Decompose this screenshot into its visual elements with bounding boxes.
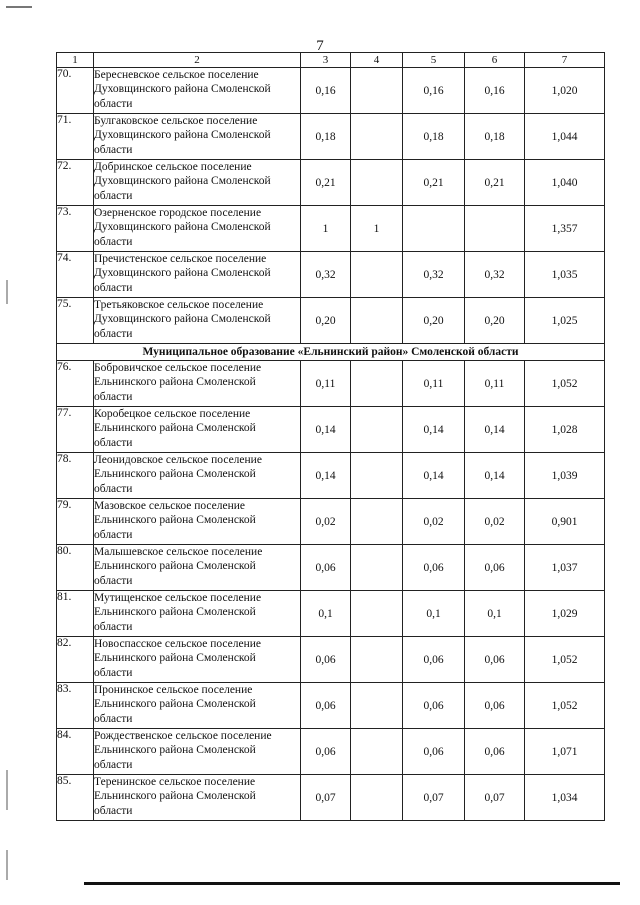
value-cell-c7: 1,020 [525,68,605,114]
table-row [57,499,605,545]
settlement-name [94,298,301,344]
settlement-name-line: Ельнинского района Смоленской [94,468,256,481]
value-cell-c3: 0,06 [301,545,351,591]
value-cell-c6: 0,21 [465,160,525,206]
table-row [57,591,605,637]
value-cell-c5: 0,20 [403,298,465,344]
settlement-name-line: Ельнинского района Смоленской [94,790,256,803]
row-number: 78. [57,453,94,499]
value-cell-c3: 0,20 [301,298,351,344]
value-cell-c6: 0,1 [465,591,525,637]
value-cell-c6: 0,02 [465,499,525,545]
table-row [57,114,605,160]
header-cell: 5 [403,53,465,68]
value-cell-c7: 1,071 [525,729,605,775]
settlement-name-line: Леонидовское сельское поселение [94,454,262,466]
value-cell-c4 [351,453,403,499]
value-cell-c4 [351,160,403,206]
settlement-name [94,407,301,453]
margin-mark [6,770,8,810]
row-number: 84. [57,729,94,775]
value-cell-c7: 1,040 [525,160,605,206]
row-number: 70. [57,68,94,114]
value-cell-c6: 0,18 [465,114,525,160]
value-cell-c4 [351,683,403,729]
value-cell-c5: 0,06 [403,545,465,591]
value-cell-c3: 0,1 [301,591,351,637]
value-cell-c6: 0,20 [465,298,525,344]
value-cell-c7: 1,034 [525,775,605,821]
settlement-name-line: области [94,97,133,110]
value-cell-c4 [351,637,403,683]
value-cell-c4 [351,775,403,821]
settlement-name-line: Духовщинского района Смоленской [94,175,271,188]
value-cell-c5: 0,06 [403,683,465,729]
value-cell-c7: 1,357 [525,206,605,252]
value-cell-c7: 1,044 [525,114,605,160]
settlement-name [94,499,301,545]
header-cell: 4 [351,53,403,68]
value-cell-c4 [351,729,403,775]
settlement-name-line: Духовщинского района Смоленской [94,221,271,234]
value-cell-c3: 0,07 [301,775,351,821]
value-cell-c5: 0,18 [403,114,465,160]
table-row [57,252,605,298]
value-cell-c4 [351,545,403,591]
value-cell-c5: 0,11 [403,361,465,407]
value-cell-c5: 0,06 [403,729,465,775]
row-number: 72. [57,160,94,206]
row-number: 74. [57,252,94,298]
settlement-name-line: Мазовское сельское поселение [94,500,245,512]
settlement-name-line: Духовщинского района Смоленской [94,267,271,280]
settlement-name [94,453,301,499]
value-cell-c6: 0,14 [465,407,525,453]
value-cell-c3: 0,02 [301,499,351,545]
settlement-name-line: Новоспасское сельское поселение [94,638,261,650]
value-cell-c7: 1,025 [525,298,605,344]
table-header-row [57,53,605,68]
row-number: 77. [57,407,94,453]
value-cell-c7: 1,028 [525,407,605,453]
settlement-name-line: области [94,804,133,817]
value-cell-c7: 1,039 [525,453,605,499]
value-cell-c4 [351,361,403,407]
settlement-name [94,683,301,729]
section-header-row [57,344,605,361]
value-cell-c5 [403,206,465,252]
value-cell-c7: 1,052 [525,683,605,729]
value-cell-c6: 0,14 [465,453,525,499]
value-cell-c3: 0,32 [301,252,351,298]
value-cell-c5: 0,32 [403,252,465,298]
page-number: 7 [316,38,324,54]
row-number: 83. [57,683,94,729]
row-number: 80. [57,545,94,591]
row-number: 71. [57,114,94,160]
table-body-top [57,68,605,344]
settlement-name-line: Коробецкое сельское поселение [94,408,251,420]
settlement-name-line: Ельнинского района Смоленской [94,376,256,389]
settlement-name-line: области [94,390,133,403]
settlement-name-line: области [94,327,133,340]
settlement-name [94,361,301,407]
data-table [56,52,605,821]
section-title: Муниципальное образование «Ельнинский район» Смоленской области [57,344,605,361]
settlement-name-line: Бобровичское сельское поселение [94,362,262,374]
settlement-name [94,591,301,637]
value-cell-c6: 0,06 [465,683,525,729]
value-cell-c4 [351,114,403,160]
margin-mark [6,850,8,880]
value-cell-c4 [351,252,403,298]
settlement-name-line: Ельнинского района Смоленской [94,652,256,665]
header-cell: 3 [301,53,351,68]
settlement-name-line: Теренинское сельское поселение [94,776,256,788]
value-cell-c5: 0,1 [403,591,465,637]
margin-mark [6,280,8,304]
value-cell-c3: 0,06 [301,683,351,729]
value-cell-c4 [351,591,403,637]
table-row [57,637,605,683]
settlement-name-line: области [94,528,133,541]
value-cell-c6: 0,32 [465,252,525,298]
value-cell-c6 [465,206,525,252]
row-number: 75. [57,298,94,344]
value-cell-c5: 0,06 [403,637,465,683]
value-cell-c7: 1,035 [525,252,605,298]
settlement-name-line: Булгаковское сельское поселение [94,115,258,127]
settlement-name-line: Малышевское сельское поселение [94,546,263,558]
settlement-name-line: Озерненское городское поселение [94,207,262,219]
table-row [57,68,605,114]
settlement-name [94,160,301,206]
table-row [57,729,605,775]
value-cell-c6: 0,07 [465,775,525,821]
settlement-name-line: Духовщинского района Смоленской [94,129,271,142]
row-number: 79. [57,499,94,545]
value-cell-c7: 1,029 [525,591,605,637]
value-cell-c4 [351,68,403,114]
header-cell: 1 [57,53,94,68]
value-cell-c3: 0,18 [301,114,351,160]
settlement-name-line: Ельнинского района Смоленской [94,606,256,619]
settlement-name [94,775,301,821]
value-cell-c6: 0,16 [465,68,525,114]
header-cell: 2 [94,53,301,68]
value-cell-c3: 0,21 [301,160,351,206]
value-cell-c3: 0,14 [301,407,351,453]
value-cell-c4 [351,298,403,344]
row-number: 81. [57,591,94,637]
settlement-name-line: области [94,758,133,771]
settlement-name-line: Ельнинского района Смоленской [94,514,256,527]
settlement-name-line: области [94,574,133,587]
settlement-name-line: Пронинское сельское поселение [94,684,253,696]
value-cell-c3: 0,06 [301,637,351,683]
value-cell-c5: 0,16 [403,68,465,114]
row-number: 73. [57,206,94,252]
settlement-name-line: Ельнинского района Смоленской [94,560,256,573]
settlement-name [94,68,301,114]
value-cell-c5: 0,07 [403,775,465,821]
settlement-name-line: Ельнинского района Смоленской [94,422,256,435]
settlement-name [94,114,301,160]
value-cell-c3: 0,14 [301,453,351,499]
value-cell-c5: 0,14 [403,407,465,453]
value-cell-c7: 1,052 [525,637,605,683]
settlement-name-line: Третьяковское сельское поселение [94,299,264,311]
table-row [57,683,605,729]
settlement-name-line: области [94,189,133,202]
value-cell-c4 [351,407,403,453]
value-cell-c7: 1,052 [525,361,605,407]
value-cell-c3: 0,16 [301,68,351,114]
value-cell-c4: 1 [351,206,403,252]
table-row [57,775,605,821]
settlement-name-line: области [94,620,133,633]
value-cell-c3: 0,11 [301,361,351,407]
header-cell: 7 [525,53,605,68]
table-row [57,407,605,453]
bottom-rule [84,882,620,885]
value-cell-c5: 0,02 [403,499,465,545]
settlement-name [94,545,301,591]
value-cell-c3: 0,06 [301,729,351,775]
settlement-name-line: области [94,712,133,725]
row-number: 82. [57,637,94,683]
settlement-name-line: Бересневское сельское поселение [94,69,259,81]
table-body-bottom [57,361,605,821]
settlement-name-line: Добринское сельское поселение [94,161,252,173]
value-cell-c4 [351,499,403,545]
settlement-name-line: области [94,281,133,294]
value-cell-c6: 0,06 [465,545,525,591]
table-row [57,361,605,407]
table-row [57,453,605,499]
settlement-name-line: Рождественское сельское поселение [94,730,272,742]
header-cell: 6 [465,53,525,68]
row-number: 76. [57,361,94,407]
table-row [57,545,605,591]
settlement-name-line: области [94,235,133,248]
value-cell-c6: 0,11 [465,361,525,407]
table-row [57,160,605,206]
settlement-name [94,206,301,252]
settlement-name-line: области [94,666,133,679]
settlement-name-line: Мутищенское сельское поселение [94,592,262,604]
table-row [57,206,605,252]
value-cell-c6: 0,06 [465,637,525,683]
settlement-name-line: Ельнинского района Смоленской [94,698,256,711]
value-cell-c7: 0,901 [525,499,605,545]
table-row [57,298,605,344]
value-cell-c7: 1,037 [525,545,605,591]
settlement-name-line: Духовщинского района Смоленской [94,83,271,96]
settlement-name-line: области [94,143,133,156]
settlement-name [94,729,301,775]
row-number: 85. [57,775,94,821]
settlement-name-line: Пречистенское сельское поселение [94,253,267,265]
settlement-name-line: области [94,436,133,449]
settlement-name-line: Духовщинского района Смоленской [94,313,271,326]
settlement-name [94,637,301,683]
scan-mark [6,6,32,8]
value-cell-c6: 0,06 [465,729,525,775]
value-cell-c5: 0,14 [403,453,465,499]
settlement-name [94,252,301,298]
value-cell-c3: 1 [301,206,351,252]
settlement-name-line: Ельнинского района Смоленской [94,744,256,757]
settlement-name-line: области [94,482,133,495]
value-cell-c5: 0,21 [403,160,465,206]
